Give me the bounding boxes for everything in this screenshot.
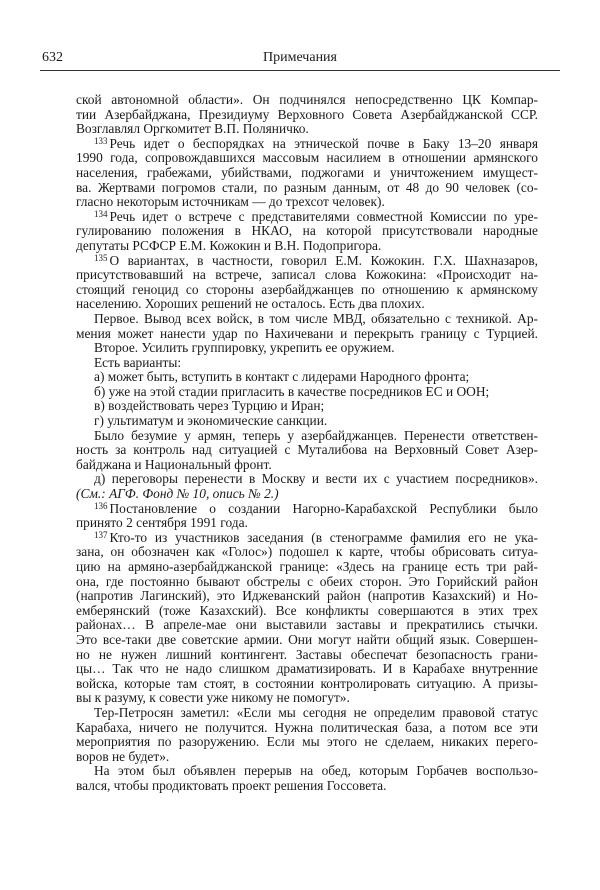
text-line: [76, 224, 538, 239]
text-line: [76, 604, 538, 619]
line-text: вы к разуму, к совести уже никому не помогут».: [76, 690, 350, 706]
text-line: [76, 764, 538, 779]
text-line: [76, 750, 538, 765]
line-text: Первое. Вывод всех войск, в том числе МВД, обязательно с техникой. Ар-: [94, 311, 538, 326]
text-line: [76, 589, 538, 604]
text-line: [76, 516, 538, 531]
notes-body: [76, 93, 538, 794]
line-text: цию на армяно-азербайджанской границе: «Здесь на границе есть три рай-: [76, 560, 538, 574]
line-text: (напротив Лагинский), это Иджеванский район (напротив Казахский) и Но-: [76, 589, 538, 604]
running-title: Примечания: [262, 50, 337, 65]
footnote-start-line: [76, 502, 538, 517]
text-line: [76, 414, 538, 429]
footnote-start-line: [76, 210, 538, 225]
text-line: [76, 648, 538, 663]
line-text: Карабаха, ничего не получится. Нужна политическая база, а потом все эти: [76, 720, 538, 735]
line-text: она, где постоянно бывают обстрелы с обеих сторон. Это Горийский район: [76, 574, 538, 589]
line-text: О вариантах, в частности, говорил Е.М. Кожокин. Г.Х. Шахназаров,: [109, 253, 538, 268]
text-line: [76, 195, 538, 210]
line-text: ва. Жертвами погромов стали, по разным данным, от 48 до 90 человек (со-: [76, 180, 538, 195]
page-header: [40, 48, 560, 71]
line-text: (См.: АГФ. Фонд № 10, опись № 2.): [76, 486, 279, 502]
text-line: [76, 472, 538, 487]
line-text: населения, грабежами, убийствами, поджогами и уничтожением имущест-: [76, 165, 538, 180]
text-line: [76, 297, 538, 312]
text-line: [76, 429, 538, 444]
line-text: ность за контроль над ситуацией с Муталибова на Верховный Совет Азер-: [76, 443, 538, 458]
line-text: д) переговоры перенести в Москву и вести их с участием посредников».: [94, 472, 538, 487]
text-line: [76, 545, 538, 560]
line-text: Возглавлял Оргкомитет В.П. Поляничко.: [76, 121, 309, 137]
line-text: гласно некоторым источникам — до трехсот человек).: [76, 194, 385, 210]
line-text: емберянский (тоже Казахский). Все конфликты совершаются в этих трех: [76, 603, 538, 618]
line-text: населению. Хороших решений не осталось. Есть два плохих.: [76, 296, 425, 312]
text-line: [76, 399, 538, 414]
text-line: [76, 575, 538, 590]
text-line: [76, 779, 538, 794]
line-text: гулированию положения в НКАО, на которой присутствовали народные: [76, 224, 538, 239]
text-line: [76, 385, 538, 400]
footnote-number: 136: [94, 501, 108, 511]
line-text: Постановление о создании Нагорно-Карабахской Республики было: [109, 501, 538, 516]
line-text: но не нужен лишний контингент. Заставы обеспечат безопасность грани-: [76, 647, 538, 662]
line-text: зана, он обозначен как «Голос») подошел к карте, чтобы обрисовать ситуа-: [76, 545, 538, 560]
text-line: [76, 93, 538, 108]
text-line: [76, 283, 538, 298]
line-text: вался, чтобы продиктовать проект решения Госсовета.: [76, 777, 387, 793]
line-text: б) уже на этой стадии пригласить в качестве посредников ЕС и ООН;: [94, 383, 490, 399]
line-text: районах… В апреле-мае они выставили заставы и прекратились стычки.: [76, 618, 538, 633]
line-text: байджана и Национальный фронт.: [76, 456, 272, 472]
text-line: [76, 268, 538, 283]
line-text: войска, которые там стоят, в состоянии контролировать ситуацию. А призы-: [76, 676, 538, 691]
line-text: Речь идет о беспорядках на этнической почве в Баку 13–20 января: [109, 136, 538, 151]
text-line: [76, 122, 538, 137]
text-line: [76, 443, 538, 458]
line-text: принято 2 сентября 1991 года.: [76, 515, 248, 531]
text-line: [76, 108, 538, 123]
line-text: На этом был объявлен перерыв на обед, которым Горбачев воспользо-: [94, 764, 538, 779]
text-line: [76, 166, 538, 181]
line-text: 1990 года, сопровождавшихся массовым насилием в отношении армянского: [76, 151, 538, 166]
text-line: [76, 706, 538, 721]
text-line: [76, 312, 538, 327]
text-line: [76, 341, 538, 356]
line-text: воров не будет».: [76, 748, 170, 764]
line-text: Второе. Усилить группировку, укрепить ее оружием.: [94, 340, 395, 356]
text-line: [76, 356, 538, 371]
footnote-number: 134: [94, 209, 108, 219]
text-line: [76, 370, 538, 385]
line-text: мероприятия по разоружению. Если мы этого не сделаем, никаких перего-: [76, 735, 538, 750]
text-line: [76, 151, 538, 166]
text-line: [76, 560, 538, 575]
line-text: ской автономной области». Он подчинялся непосредственно ЦК Компар-: [76, 93, 538, 107]
citation-line: [76, 487, 538, 502]
text-line: [76, 181, 538, 196]
text-line: [76, 458, 538, 473]
footnote-start-line: [76, 137, 538, 152]
text-line: [76, 618, 538, 633]
footnote-number: 137: [94, 530, 108, 540]
footnote-number: 133: [94, 136, 108, 146]
line-text: Кто-то из участников заседания (в стенограмме фамилия его не ука-: [109, 530, 538, 545]
line-text: Тер-Петросян заметил: «Если мы сегодня не определим правовой статус: [94, 705, 538, 720]
line-text: стоящий геноцид со стороны азербайджанцев по отношению к армянскому: [76, 282, 538, 297]
line-text: мения может нанести удар по Нахичевани и перекрыть границу с Турцией.: [76, 326, 538, 341]
line-text: а) может быть, вступить в контакт с лидерами Народного фронта;: [94, 369, 470, 385]
text-line: [76, 721, 538, 736]
text-line: [76, 662, 538, 677]
line-text: Это все-таки две советские армии. Они могут найти общий язык. Совершен-: [76, 632, 538, 647]
text-line: [76, 691, 538, 706]
line-text: присутствовавший на встрече, записал слова Кожокина: «Происходит на-: [76, 268, 538, 283]
line-text: депутаты РСФСР Е.М. Кожокин и В.Н. Подопригора.: [76, 237, 382, 253]
footnote-start-line: [76, 254, 538, 269]
line-text: в) воздействовать через Турцию и Иран;: [94, 398, 325, 414]
line-text: цы… Так что не надо слишком драматизировать. И в Карабахе внутренние: [76, 662, 538, 677]
line-text: Было безумие у армян, теперь у азербайджанцев. Перенести ответствен-: [94, 428, 538, 443]
text-line: [76, 633, 538, 648]
page-number: 632: [42, 50, 63, 65]
line-text: Речь идет о встрече с представителями совместной Комиссии по уре-: [109, 209, 538, 224]
footnote-number: 135: [94, 253, 108, 263]
line-text: Есть варианты:: [94, 354, 182, 370]
text-line: [76, 735, 538, 750]
text-line: [76, 239, 538, 254]
line-text: тии Азербайджана, Президиуму Верховного Совета Азербайджанской ССР.: [76, 107, 538, 122]
text-line: [76, 677, 538, 692]
line-text: г) ультиматум и экономические санкции.: [94, 413, 328, 429]
footnote-start-line: [76, 531, 538, 546]
text-line: [76, 327, 538, 342]
